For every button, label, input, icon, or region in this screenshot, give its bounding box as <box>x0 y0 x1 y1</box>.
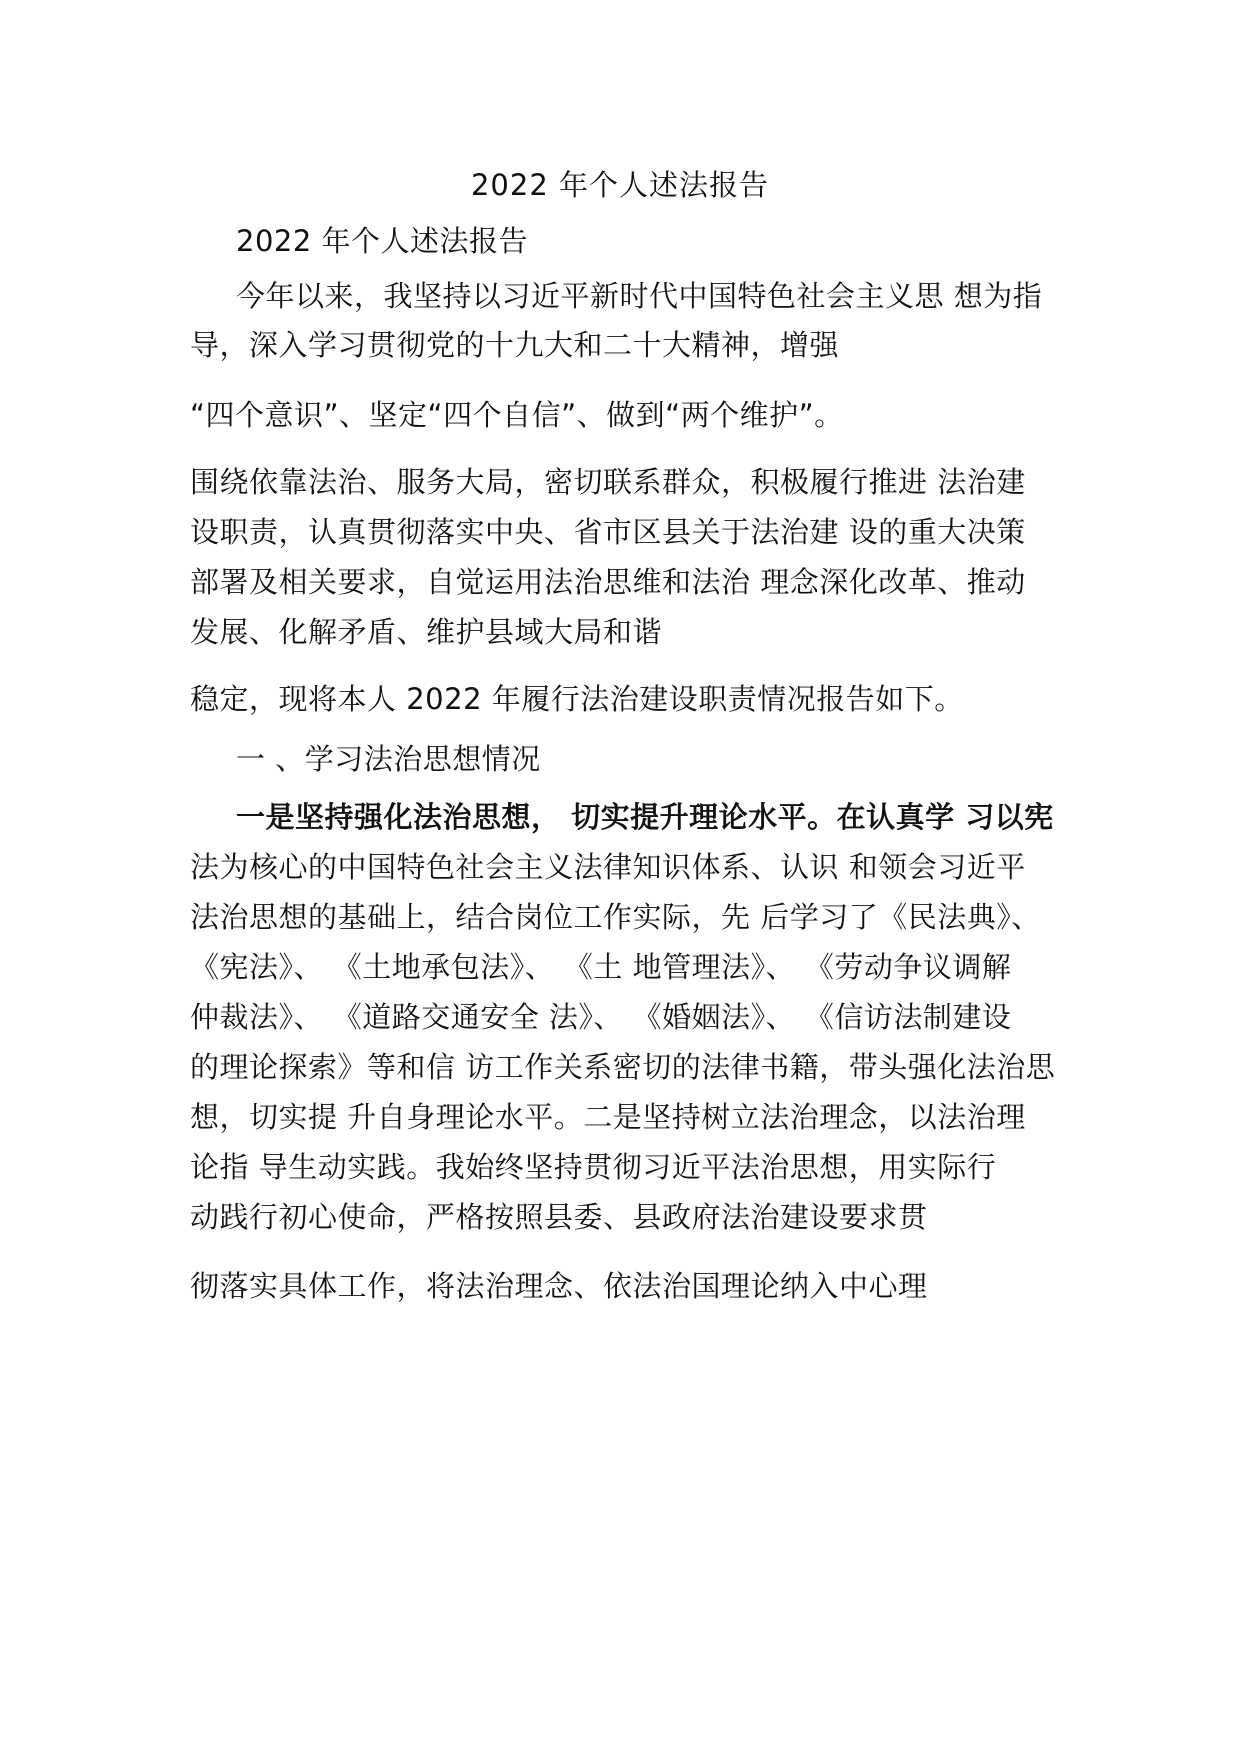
paragraph-line: 法为核心的中国特色社会主义法律知识体系、认识 和领会习近平 <box>190 850 1026 884</box>
paragraph-line: 论指 导生动实践。我始终坚持贯彻习近平法治思想，用实际行 <box>190 1150 997 1184</box>
paragraph-line: 彻落实具体工作，将法治理念、依法治国理论纳入中心理 <box>190 1269 928 1303</box>
paragraph-line: 的理论探索》等和信 访工作关系密切的法律书籍，带头强化法治思 <box>190 1050 1056 1084</box>
paragraph-line: 《宪法》、 《土地承包法》、 《土 地管理法》、 《劳动争议调解 <box>190 950 1012 984</box>
paragraph-line: 法治思想的基础上，结合岗位工作实际，先 后学习了《民法典》、 <box>190 900 1041 934</box>
paragraph-line: 发展、化解矛盾、维护县域大局和谐 <box>190 615 663 649</box>
paragraph-line: 稳定，现将本人 2022 年履行法治建设职责情况报告如下。 <box>190 682 964 716</box>
section-heading: 一 、学习法治思想情况 <box>236 742 541 776</box>
paragraph-line: 今年以来，我坚持以习近平新时代中国特色社会主义思 想为指 <box>236 279 1043 313</box>
paragraph-line: 设职责，认真贯彻落实中央、省市区县关于法治建 设的重大决策 <box>190 515 1026 549</box>
paragraph-line: 仲裁法》、 《道路交通安全 法》、 《婚姻法》、 《信访法制建设 <box>190 1000 1012 1034</box>
paragraph-line: “四个意识”、坚定“四个自信”、做到“两个维护”。 <box>190 398 844 432</box>
paragraph-line: 围绕依靠法治、服务大局，密切联系群众，积极履行推进 法治建 <box>190 465 1026 499</box>
paragraph-line: 想，切实提 升自身理论水平。二是坚持树立法治理念，以法治理 <box>190 1100 1026 1134</box>
paragraph-line: 一是坚持强化法治思想， 切实提升理论水平。在认真学 习以宪 <box>236 800 1054 834</box>
paragraph-line: 部署及相关要求，自觉运用法治思维和法治 理念深化改革、推动 <box>190 565 1026 599</box>
subtitle-line: 2022 年个人述法报告 <box>236 224 529 258</box>
paragraph-line: 动践行初心使命，严格按照县委、县政府法治建设要求贯 <box>190 1200 928 1234</box>
document-title: 2022 年个人述法报告 <box>470 168 770 202</box>
paragraph-line: 导，深入学习贯彻党的十九大和二十大精神，增强 <box>190 328 840 362</box>
